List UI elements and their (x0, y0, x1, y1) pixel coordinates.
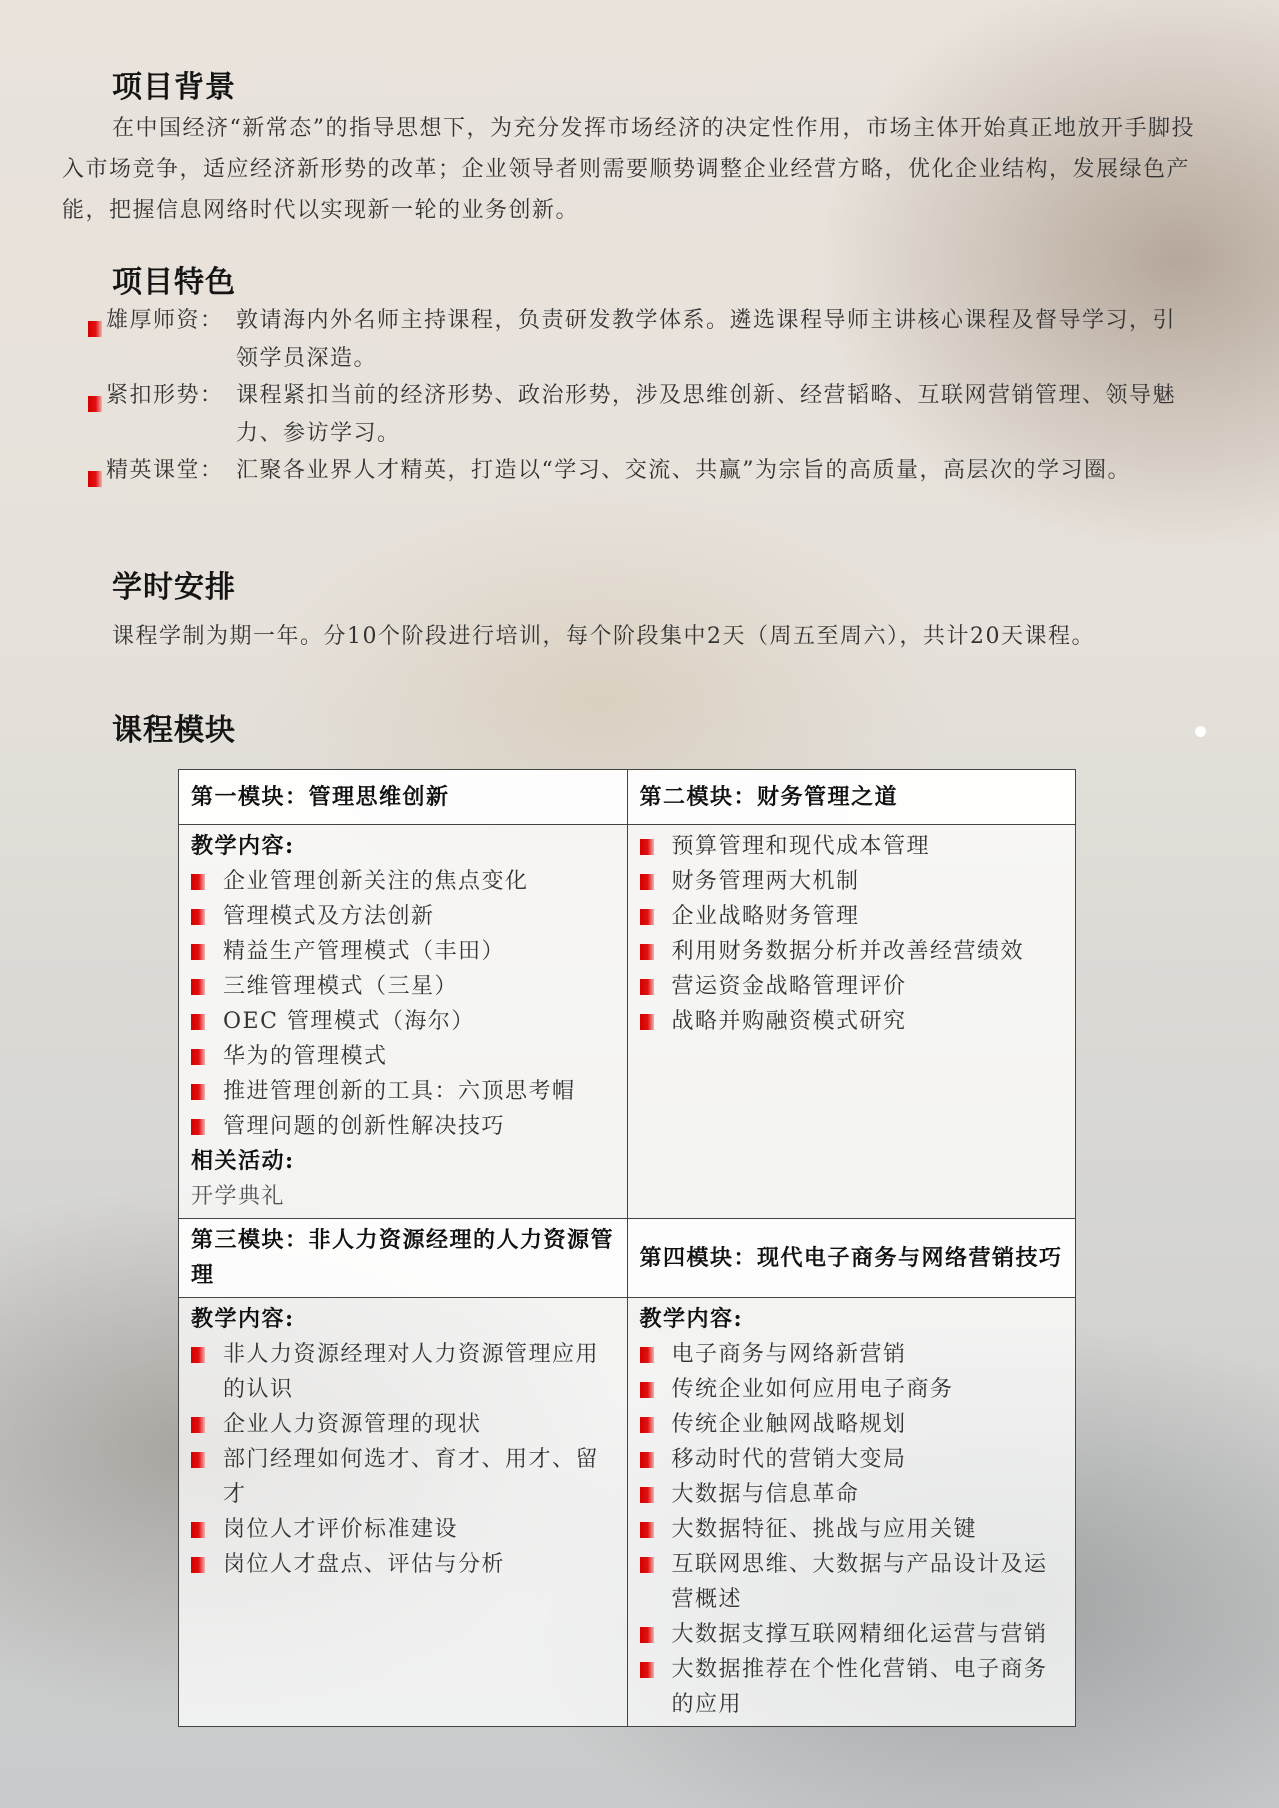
list-item-text: 岗位人才盘点、评估与分析 (223, 1552, 506, 1577)
bullet-icon (191, 1417, 205, 1433)
list-item (191, 1407, 617, 1442)
feature-text: 课程紧扣当前的经济形势、政治形势，涉及思维创新、经营韬略、互联网营销管理、领导魅力、参访学习。 (236, 383, 1177, 446)
list-item (640, 1337, 1066, 1372)
list-item (640, 899, 1066, 934)
list-item-text: 大数据推荐在个性化营销、电子商务的应用 (671, 1657, 1048, 1717)
list-item (191, 1547, 617, 1582)
feature-text: 敦请海内外名师主持课程，负责研发教学体系。遴选课程导师主讲核心课程及督导学习，引领学员深造。 (236, 308, 1177, 371)
bullet-icon (640, 944, 654, 960)
list-item-text: 大数据支撑互联网精细化运营与营销 (671, 1622, 1048, 1647)
content-label: 教学内容: (639, 1306, 744, 1332)
list-item (640, 934, 1066, 969)
bullet-icon (88, 321, 102, 337)
schedule-text: 课程学制为期一年。分10个阶段进行培训，每个阶段集中2天（周五至周六），共计20天课程。 (112, 624, 1095, 649)
bullet-icon (191, 1522, 205, 1538)
list-item-text: 企业人力资源管理的现状 (223, 1412, 482, 1437)
bullet-icon (191, 1049, 205, 1065)
list-item-text: 利用财务数据分析并改善经营绩效 (671, 939, 1025, 964)
list-item-text: 电子商务与网络新营销 (671, 1342, 907, 1367)
bullet-icon (640, 1347, 654, 1363)
list-item (640, 1372, 1066, 1407)
content-label: 教学内容: (191, 833, 295, 859)
section-title-background: 项目背景 (112, 70, 236, 105)
bullet-icon (191, 944, 205, 960)
bullet-icon (640, 1557, 654, 1573)
bullet-icon (88, 471, 102, 487)
bullet-icon (191, 1557, 205, 1573)
list-item-text: 管理模式及方法创新 (223, 904, 435, 929)
list-item-text: 华为的管理模式 (223, 1044, 388, 1069)
section-title-features: 项目特色 (112, 265, 236, 300)
bullet-icon (640, 979, 654, 995)
list-item-text: 非人力资源经理对人力资源管理应用的认识 (223, 1342, 600, 1402)
list-item-text: 企业战略财务管理 (671, 904, 860, 929)
module-1-items (191, 864, 617, 1144)
list-item (640, 1547, 1066, 1617)
list-item (191, 1337, 617, 1407)
list-item-text: 财务管理两大机制 (671, 869, 860, 894)
activity-text: 开学典礼 (191, 1184, 286, 1209)
module-1-body (179, 825, 628, 1219)
list-item-text: 传统企业触网战略规划 (671, 1412, 907, 1437)
list-item (191, 864, 617, 899)
decorative-dot (1195, 726, 1206, 737)
bullet-icon (191, 909, 205, 925)
list-item (191, 934, 617, 969)
bullet-icon (640, 1487, 654, 1503)
list-item (640, 1477, 1066, 1512)
list-item-text: 大数据特征、挑战与应用关键 (671, 1517, 978, 1542)
bullet-icon (191, 874, 205, 890)
list-item-text: 推进管理创新的工具：六顶思考帽 (223, 1079, 576, 1104)
list-item (191, 969, 617, 1004)
list-item (640, 1512, 1066, 1547)
list-item-text: 管理问题的创新性解决技巧 (223, 1114, 506, 1139)
feature-label: 精英课堂： (106, 458, 224, 483)
list-item-text: 企业管理创新关注的焦点变化 (223, 869, 529, 894)
list-item-text: 预算管理和现代成本管理 (671, 834, 931, 859)
bullet-icon (191, 1452, 205, 1468)
list-item-text: 移动时代的营销大变局 (671, 1447, 907, 1472)
bullet-icon (88, 396, 102, 412)
module-4-header: 第四模块：现代电子商务与网络营销技巧 (627, 1219, 1076, 1298)
module-1-header: 第一模块：管理思维创新 (179, 770, 628, 825)
bullet-icon (191, 979, 205, 995)
feature-item (88, 452, 1198, 500)
module-2-header: 第二模块：财务管理之道 (627, 770, 1076, 825)
list-item-text: 战略并购融资模式研究 (671, 1009, 907, 1034)
module-3-body (179, 1298, 628, 1727)
list-item (640, 1407, 1066, 1442)
list-item (191, 899, 617, 934)
module-3-header: 第三模块：非人力资源经理的人力资源管理 (179, 1219, 628, 1298)
list-item-text: 营运资金战略管理评价 (671, 974, 907, 999)
bullet-icon (640, 1417, 654, 1433)
list-item (191, 1004, 617, 1039)
list-item (640, 969, 1066, 1004)
bullet-icon (640, 1627, 654, 1643)
bullet-icon (640, 839, 654, 855)
bullet-icon (640, 909, 654, 925)
list-item (191, 1512, 617, 1547)
list-item (191, 1039, 617, 1074)
feature-label: 雄厚师资： (106, 308, 224, 333)
section-title-schedule: 学时安排 (112, 570, 236, 605)
bullet-icon (191, 1084, 205, 1100)
list-item (640, 1442, 1066, 1477)
bullet-icon (191, 1119, 205, 1135)
list-item (640, 1617, 1066, 1652)
module-2-body (627, 825, 1076, 1219)
bullet-icon (640, 1014, 654, 1030)
module-3-items (191, 1337, 617, 1582)
list-item-text: 三维管理模式（三星） (223, 974, 459, 999)
list-item-text: 大数据与信息革命 (671, 1482, 860, 1507)
bullet-icon (640, 1452, 654, 1468)
bullet-icon (640, 1662, 654, 1678)
list-item (191, 1442, 617, 1512)
section-title-modules: 课程模块 (112, 713, 236, 748)
bullet-icon (640, 874, 654, 890)
bullet-icon (640, 1522, 654, 1538)
list-item (191, 1109, 617, 1144)
activity-label: 相关活动: (191, 1148, 295, 1174)
content-label: 教学内容: (191, 1306, 295, 1332)
list-item-text: 互联网思维、大数据与产品设计及运营概述 (671, 1552, 1048, 1612)
module-4-body (627, 1298, 1076, 1727)
bullet-icon (640, 1382, 654, 1398)
list-item-text: 岗位人才评价标准建设 (223, 1517, 459, 1542)
feature-text: 汇聚各业界人才精英，打造以“学习、交流、共赢”为宗旨的高质量，高层次的学习圈。 (236, 458, 1131, 483)
module-4-items (640, 1337, 1066, 1722)
list-item-text: 精益生产管理模式（丰田） (223, 939, 506, 964)
feature-item (88, 377, 1198, 453)
module-2-items (640, 829, 1066, 1039)
bullet-icon (191, 1347, 205, 1363)
background-paragraph: 在中国经济“新常态”的指导思想下，为充分发挥市场经济的决定性作用，市场主体开始真正地放开手脚投入市场竞争，适应经济新形势的改革；企业领导者则需要顺势调整企业经营方略，优化企业结构，发展绿色产能，把握信息网络时代以实现新一轮的业务创新。 (62, 116, 1195, 223)
list-item-text: 传统企业如何应用电子商务 (671, 1377, 954, 1402)
list-item (640, 1652, 1066, 1722)
list-item-text: 部门经理如何选才、育才、用才、留才 (223, 1447, 600, 1507)
list-item (640, 864, 1066, 899)
list-item-text: OEC 管理模式（海尔） (223, 1009, 475, 1034)
course-modules-table (178, 769, 1076, 1727)
list-item (640, 1004, 1066, 1039)
bullet-icon (191, 1014, 205, 1030)
list-item (191, 1074, 617, 1109)
feature-label: 紧扣形势： (106, 383, 224, 408)
feature-item (88, 302, 1198, 378)
list-item (640, 829, 1066, 864)
